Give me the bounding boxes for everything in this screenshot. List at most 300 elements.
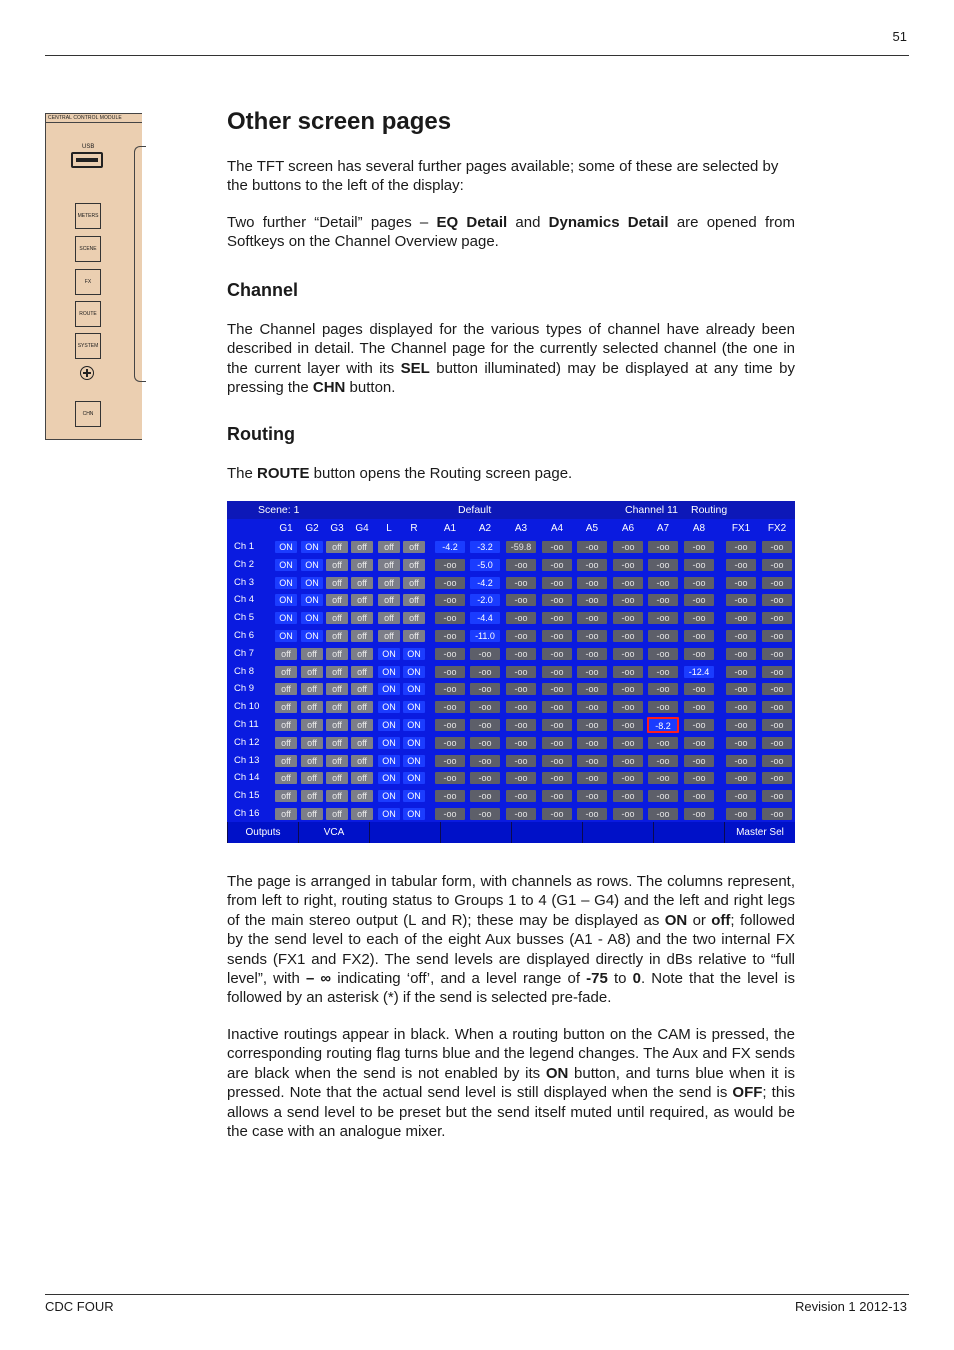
- routing-flag[interactable]: ON: [378, 790, 400, 802]
- send-level[interactable]: -oo: [470, 666, 500, 678]
- send-level[interactable]: -oo: [726, 808, 756, 820]
- routing-flag[interactable]: off: [301, 755, 323, 767]
- meters-button[interactable]: METERS: [75, 203, 101, 229]
- routing-flag[interactable]: off: [351, 559, 373, 571]
- routing-flag[interactable]: ON: [275, 630, 297, 642]
- routing-flag[interactable]: off: [301, 666, 323, 678]
- send-level[interactable]: -oo: [577, 630, 607, 642]
- send-level[interactable]: -oo: [684, 737, 714, 749]
- send-level[interactable]: -oo: [435, 772, 465, 784]
- send-level[interactable]: -oo: [648, 541, 678, 553]
- send-level[interactable]: -oo: [684, 683, 714, 695]
- routing-flag[interactable]: off: [351, 577, 373, 589]
- routing-flag[interactable]: off: [301, 683, 323, 695]
- routing-flag[interactable]: ON: [403, 772, 425, 784]
- send-level[interactable]: -oo: [577, 559, 607, 571]
- routing-flag[interactable]: ON: [378, 683, 400, 695]
- send-level[interactable]: -oo: [577, 755, 607, 767]
- send-level[interactable]: -oo: [684, 772, 714, 784]
- send-level[interactable]: -oo: [470, 719, 500, 731]
- inactive-routing-paragraph: Inactive routings appear in black. When a routing button on the CAM is pressed, the corresponding routing flag turns blue and the legend changes. The Aux and FX sends are black when the send is not enabled by its ON button, and turns blue when it is pressed. Note that the actual send level is still displayed when the send is OFF; this allows a send level to be preset but the send itself muted until required, as would be the case with an analogue mixer.: [227, 1026, 796, 1141]
- routing-flag[interactable]: ON: [378, 772, 400, 784]
- row-label: Ch 14: [234, 772, 260, 784]
- routing-flag[interactable]: off: [326, 559, 348, 571]
- row-label: Ch 16: [234, 808, 260, 819]
- send-level[interactable]: -oo: [648, 666, 678, 678]
- row-label: Ch 3: [234, 576, 255, 588]
- route-paragraph: The ROUTE button opens the Routing screen page.: [227, 465, 573, 482]
- send-level[interactable]: -oo: [435, 808, 465, 820]
- send-level[interactable]: -oo: [506, 630, 536, 642]
- routing-flag[interactable]: ON: [378, 755, 400, 767]
- send-level[interactable]: -oo: [470, 648, 500, 660]
- send-level[interactable]: -oo: [577, 701, 607, 713]
- channel-paragraph: The Channel pages displayed for the various types of channel have already been described in detail. The Channel page for the currently selected channel (the one in the current layer with its SEL button illuminated) may be displayed at any time by pressing the CHN button.: [227, 321, 795, 397]
- send-level[interactable]: -59.8: [506, 541, 536, 553]
- send-level[interactable]: -oo: [648, 772, 678, 784]
- send-level[interactable]: -oo: [648, 648, 678, 660]
- send-level[interactable]: -oo: [577, 648, 607, 660]
- page-title: Other screen pages: [227, 108, 452, 135]
- routing-flag[interactable]: off: [378, 559, 400, 571]
- send-level[interactable]: -oo: [726, 737, 756, 749]
- routing-flag[interactable]: off: [403, 559, 425, 571]
- send-level[interactable]: -oo: [613, 808, 643, 820]
- softkey[interactable]: [369, 822, 440, 843]
- send-level[interactable]: -oo: [762, 755, 792, 767]
- send-level[interactable]: -oo: [762, 612, 792, 624]
- routing-flag[interactable]: ON: [378, 719, 400, 731]
- send-level[interactable]: -oo: [542, 594, 572, 606]
- routing-flag[interactable]: off: [275, 755, 297, 767]
- send-level[interactable]: -oo: [613, 541, 643, 553]
- send-level[interactable]: -oo: [726, 666, 756, 678]
- send-level[interactable]: -5.0: [470, 559, 500, 571]
- send-level[interactable]: -12.4: [684, 666, 714, 678]
- send-level[interactable]: -oo: [577, 577, 607, 589]
- send-level[interactable]: -oo: [542, 577, 572, 589]
- send-level[interactable]: -oo: [435, 577, 465, 589]
- routing-flag[interactable]: ON: [275, 594, 297, 606]
- route-button[interactable]: ROUTE: [75, 301, 101, 327]
- routing-flag[interactable]: off: [326, 630, 348, 642]
- routing-flag[interactable]: ON: [301, 594, 323, 606]
- send-level[interactable]: -oo: [577, 594, 607, 606]
- routing-flag[interactable]: off: [326, 701, 348, 713]
- page-number: 51: [892, 29, 907, 44]
- send-level[interactable]: -oo: [648, 790, 678, 802]
- routing-flag[interactable]: ON: [403, 648, 425, 660]
- send-level[interactable]: -oo: [613, 648, 643, 660]
- send-level[interactable]: -oo: [577, 772, 607, 784]
- routing-flag[interactable]: off: [326, 719, 348, 731]
- routing-flag[interactable]: off: [326, 737, 348, 749]
- send-level[interactable]: -oo: [726, 790, 756, 802]
- send-level[interactable]: -oo: [577, 737, 607, 749]
- routing-flag[interactable]: off: [351, 755, 373, 767]
- send-level[interactable]: -oo: [542, 559, 572, 571]
- send-level[interactable]: -oo: [542, 648, 572, 660]
- send-level[interactable]: -oo: [726, 772, 756, 784]
- send-level[interactable]: -oo: [542, 719, 572, 731]
- routing-flag[interactable]: off: [301, 772, 323, 784]
- column-header: L: [386, 523, 392, 534]
- send-level[interactable]: -oo: [684, 648, 714, 660]
- send-level[interactable]: -oo: [542, 612, 572, 624]
- send-level[interactable]: -oo: [613, 612, 643, 624]
- send-level[interactable]: -2.0: [470, 594, 500, 606]
- send-level[interactable]: -oo: [648, 594, 678, 606]
- send-level[interactable]: -oo: [435, 648, 465, 660]
- send-level[interactable]: -oo: [435, 683, 465, 695]
- routing-flag[interactable]: off: [403, 577, 425, 589]
- send-level[interactable]: -oo: [762, 594, 792, 606]
- routing-flag[interactable]: off: [301, 648, 323, 660]
- column-header: R: [410, 523, 418, 534]
- routing-flag[interactable]: ON: [403, 790, 425, 802]
- routing-flag[interactable]: off: [301, 737, 323, 749]
- send-level[interactable]: -oo: [506, 648, 536, 660]
- send-level[interactable]: -oo: [684, 808, 714, 820]
- send-level[interactable]: -oo: [577, 683, 607, 695]
- routing-flag[interactable]: off: [378, 630, 400, 642]
- row-label: Ch 4: [234, 594, 255, 606]
- column-header: A7: [656, 523, 670, 534]
- row-label: Ch 12: [234, 736, 260, 748]
- row-label: Ch 15: [234, 790, 260, 802]
- send-level[interactable]: -oo: [435, 790, 465, 802]
- send-level[interactable]: -oo: [726, 648, 756, 660]
- footer-revision: Revision 1 2012-13: [794, 1299, 907, 1314]
- routing-flag[interactable]: off: [378, 541, 400, 553]
- routing-flag[interactable]: off: [378, 612, 400, 624]
- send-level[interactable]: -oo: [613, 701, 643, 713]
- send-level[interactable]: -oo: [577, 808, 607, 820]
- send-level[interactable]: -oo: [542, 630, 572, 642]
- routing-flag[interactable]: off: [301, 808, 323, 820]
- routing-flag[interactable]: off: [351, 612, 373, 624]
- row-label: Ch 2: [234, 558, 255, 570]
- send-level[interactable]: -oo: [762, 630, 792, 642]
- send-level[interactable]: -oo: [762, 790, 792, 802]
- send-level[interactable]: -oo: [435, 594, 465, 606]
- row-label: Ch 1: [234, 541, 255, 552]
- send-level[interactable]: -oo: [648, 683, 678, 695]
- send-level[interactable]: -oo: [684, 594, 714, 606]
- routing-flag[interactable]: ON: [275, 577, 297, 589]
- routing-flag[interactable]: off: [326, 683, 348, 695]
- send-level[interactable]: -oo: [542, 737, 572, 749]
- send-level[interactable]: -oo: [648, 755, 678, 767]
- send-level[interactable]: -oo: [613, 666, 643, 678]
- send-level[interactable]: -4.2: [470, 577, 500, 589]
- send-level[interactable]: -4.4: [470, 612, 500, 624]
- send-level[interactable]: -oo: [577, 790, 607, 802]
- send-level[interactable]: -oo: [435, 630, 465, 642]
- routing-flag[interactable]: off: [326, 594, 348, 606]
- routing-flag[interactable]: off: [403, 541, 425, 553]
- softkey[interactable]: VCA: [298, 822, 369, 843]
- send-level[interactable]: -4.2: [435, 541, 465, 553]
- send-level[interactable]: -oo: [613, 577, 643, 589]
- softkey[interactable]: Outputs: [227, 822, 298, 843]
- send-level[interactable]: -oo: [435, 737, 465, 749]
- routing-flag[interactable]: off: [326, 755, 348, 767]
- send-level[interactable]: -oo: [506, 594, 536, 606]
- send-level[interactable]: -oo: [435, 612, 465, 624]
- routing-flag[interactable]: ON: [403, 737, 425, 749]
- row-label: Ch 10: [234, 701, 260, 713]
- send-level[interactable]: -oo: [613, 719, 643, 731]
- send-level[interactable]: -oo: [470, 790, 500, 802]
- send-level[interactable]: -oo: [726, 701, 756, 713]
- send-level[interactable]: -oo: [542, 541, 572, 553]
- routing-flag[interactable]: ON: [378, 808, 400, 820]
- send-level[interactable]: -oo: [684, 701, 714, 713]
- routing-flag[interactable]: off: [351, 772, 373, 784]
- routing-flag[interactable]: off: [326, 541, 348, 553]
- routing-flag[interactable]: off: [351, 648, 373, 660]
- send-level[interactable]: -oo: [613, 630, 643, 642]
- routing-flag[interactable]: off: [275, 683, 297, 695]
- routing-flag[interactable]: off: [403, 612, 425, 624]
- send-level[interactable]: -oo: [506, 737, 536, 749]
- send-level[interactable]: -oo: [648, 630, 678, 642]
- send-level[interactable]: -oo: [762, 559, 792, 571]
- send-level[interactable]: -3.2: [470, 541, 500, 553]
- send-level[interactable]: -oo: [435, 719, 465, 731]
- send-level[interactable]: -oo: [506, 666, 536, 678]
- send-level[interactable]: -11.0: [470, 630, 500, 642]
- routing-flag[interactable]: off: [275, 701, 297, 713]
- routing-flag[interactable]: ON: [301, 577, 323, 589]
- routing-flag[interactable]: ON: [378, 648, 400, 660]
- routing-flag[interactable]: off: [275, 790, 297, 802]
- routing-flag[interactable]: off: [351, 808, 373, 820]
- send-level[interactable]: -oo: [613, 755, 643, 767]
- row-label: Ch 6: [234, 630, 255, 641]
- routing-flag[interactable]: off: [378, 577, 400, 589]
- routing-flag[interactable]: off: [326, 612, 348, 624]
- send-level[interactable]: -oo: [648, 737, 678, 749]
- send-level[interactable]: -oo: [726, 577, 756, 589]
- send-level[interactable]: -oo: [648, 808, 678, 820]
- send-level[interactable]: -oo: [684, 541, 714, 553]
- send-level[interactable]: -oo: [470, 755, 500, 767]
- send-level[interactable]: -oo: [542, 755, 572, 767]
- routing-flag[interactable]: off: [275, 808, 297, 820]
- send-level[interactable]: -oo: [684, 755, 714, 767]
- routing-flag[interactable]: off: [301, 790, 323, 802]
- send-level[interactable]: -oo: [542, 683, 572, 695]
- routing-flag[interactable]: off: [326, 577, 348, 589]
- routing-flag[interactable]: ON: [403, 755, 425, 767]
- routing-flag[interactable]: off: [351, 719, 373, 731]
- routing-flag[interactable]: ON: [301, 559, 323, 571]
- routing-flag[interactable]: off: [326, 808, 348, 820]
- routing-flag[interactable]: off: [275, 666, 297, 678]
- send-level[interactable]: -oo: [762, 683, 792, 695]
- routing-flag[interactable]: ON: [301, 612, 323, 624]
- send-level[interactable]: -oo: [506, 683, 536, 695]
- routing-flag[interactable]: ON: [403, 666, 425, 678]
- send-level[interactable]: -oo: [470, 737, 500, 749]
- routing-flag[interactable]: ON: [275, 612, 297, 624]
- send-level[interactable]: -oo: [613, 683, 643, 695]
- send-level[interactable]: -oo: [762, 808, 792, 820]
- send-level[interactable]: -oo: [506, 755, 536, 767]
- send-level[interactable]: -oo: [613, 737, 643, 749]
- send-level[interactable]: -oo: [613, 772, 643, 784]
- routing-flag[interactable]: ON: [403, 683, 425, 695]
- routing-flag[interactable]: ON: [275, 559, 297, 571]
- send-level[interactable]: -oo: [648, 701, 678, 713]
- send-level[interactable]: -oo: [577, 541, 607, 553]
- footer-product: CDC FOUR: [45, 1299, 114, 1314]
- send-level[interactable]: -oo: [648, 612, 678, 624]
- scene-name: Default: [458, 504, 492, 516]
- column-header: A2: [478, 523, 492, 534]
- scene-button[interactable]: SCENE: [75, 236, 101, 262]
- routing-flag[interactable]: off: [351, 666, 373, 678]
- send-level[interactable]: -oo: [684, 612, 714, 624]
- fx-button[interactable]: FX: [75, 269, 101, 295]
- send-level[interactable]: -oo: [726, 541, 756, 553]
- routing-flag[interactable]: off: [326, 648, 348, 660]
- routing-flag[interactable]: off: [301, 701, 323, 713]
- routing-flag[interactable]: off: [351, 630, 373, 642]
- send-level[interactable]: -oo: [762, 701, 792, 713]
- encoder-plus-icon[interactable]: [80, 366, 94, 380]
- routing-flag[interactable]: off: [275, 648, 297, 660]
- detail-paragraph: Two further “Detail” pages – EQ Detail and Dynamics Detail are opened from Softkeys on the Channel Overview page.: [227, 214, 795, 251]
- footer-rule: [45, 1294, 909, 1295]
- column-header: G4: [355, 523, 369, 534]
- send-level[interactable]: -oo: [762, 772, 792, 784]
- send-level[interactable]: -oo: [470, 808, 500, 820]
- routing-flag[interactable]: off: [378, 594, 400, 606]
- routing-flag[interactable]: ON: [378, 701, 400, 713]
- send-level[interactable]: -oo: [762, 541, 792, 553]
- column-header: G2: [305, 523, 319, 534]
- softkey[interactable]: [582, 822, 653, 843]
- send-level[interactable]: -oo: [470, 772, 500, 784]
- softkey[interactable]: [653, 822, 724, 843]
- softkey[interactable]: [440, 822, 511, 843]
- routing-flag[interactable]: ON: [378, 737, 400, 749]
- send-level[interactable]: -oo: [762, 737, 792, 749]
- routing-flag[interactable]: off: [275, 737, 297, 749]
- usb-label: USB: [82, 144, 95, 150]
- send-level[interactable]: -oo: [684, 719, 714, 731]
- send-level[interactable]: -oo: [542, 808, 572, 820]
- routing-flag[interactable]: off: [326, 772, 348, 784]
- send-level[interactable]: -oo: [470, 683, 500, 695]
- send-level[interactable]: -oo: [577, 719, 607, 731]
- routing-flag[interactable]: ON: [301, 541, 323, 553]
- send-level[interactable]: -oo: [762, 577, 792, 589]
- send-level[interactable]: -oo: [506, 577, 536, 589]
- send-level[interactable]: -oo: [684, 630, 714, 642]
- routing-flag[interactable]: ON: [403, 701, 425, 713]
- routing-flag[interactable]: ON: [403, 808, 425, 820]
- send-level[interactable]: -oo: [726, 755, 756, 767]
- routing-flag[interactable]: off: [351, 594, 373, 606]
- softkey[interactable]: Master Sel: [724, 822, 795, 843]
- softkey[interactable]: [511, 822, 582, 843]
- send-level[interactable]: -oo: [542, 790, 572, 802]
- send-level[interactable]: -oo: [684, 559, 714, 571]
- header-rule: [45, 55, 909, 56]
- routing-flag[interactable]: off: [351, 737, 373, 749]
- routing-flag[interactable]: ON: [403, 719, 425, 731]
- chn-button[interactable]: CHN: [75, 401, 101, 427]
- send-level[interactable]: -oo: [648, 559, 678, 571]
- routing-flag[interactable]: off: [403, 594, 425, 606]
- send-level[interactable]: -oo: [762, 648, 792, 660]
- send-level[interactable]: -oo: [435, 559, 465, 571]
- send-level[interactable]: -oo: [577, 612, 607, 624]
- send-level[interactable]: -oo: [726, 683, 756, 695]
- send-level[interactable]: -oo: [506, 612, 536, 624]
- send-level[interactable]: -8.2: [647, 717, 679, 733]
- routing-flag[interactable]: off: [351, 541, 373, 553]
- send-level[interactable]: -oo: [470, 701, 500, 713]
- send-level[interactable]: -oo: [506, 559, 536, 571]
- routing-flag[interactable]: off: [275, 772, 297, 784]
- send-level[interactable]: -oo: [435, 755, 465, 767]
- send-level[interactable]: -oo: [435, 666, 465, 678]
- send-level[interactable]: -oo: [613, 594, 643, 606]
- send-level[interactable]: -oo: [726, 612, 756, 624]
- send-level[interactable]: -oo: [726, 719, 756, 731]
- send-level[interactable]: -oo: [648, 577, 678, 589]
- send-level[interactable]: -oo: [726, 630, 756, 642]
- send-level[interactable]: -oo: [613, 790, 643, 802]
- send-level[interactable]: -oo: [577, 666, 607, 678]
- send-level[interactable]: -oo: [506, 772, 536, 784]
- routing-flag[interactable]: off: [326, 666, 348, 678]
- send-level[interactable]: -oo: [506, 808, 536, 820]
- send-level[interactable]: -oo: [506, 719, 536, 731]
- routing-flag[interactable]: off: [351, 683, 373, 695]
- send-level[interactable]: -oo: [726, 559, 756, 571]
- send-level[interactable]: -oo: [435, 701, 465, 713]
- send-level[interactable]: -oo: [542, 666, 572, 678]
- routing-flag[interactable]: off: [326, 790, 348, 802]
- routing-flag[interactable]: ON: [275, 541, 297, 553]
- system-button[interactable]: SYSTEM: [75, 333, 101, 359]
- routing-flag[interactable]: off: [301, 719, 323, 731]
- send-level[interactable]: -oo: [613, 559, 643, 571]
- send-level[interactable]: -oo: [684, 577, 714, 589]
- routing-flag[interactable]: off: [275, 719, 297, 731]
- send-level[interactable]: -oo: [762, 719, 792, 731]
- send-level[interactable]: -oo: [542, 701, 572, 713]
- column-header: G1: [279, 523, 293, 534]
- routing-flag[interactable]: off: [403, 630, 425, 642]
- send-level[interactable]: -oo: [762, 666, 792, 678]
- routing-flag[interactable]: off: [351, 701, 373, 713]
- routing-flag[interactable]: ON: [301, 630, 323, 642]
- routing-flag[interactable]: ON: [378, 666, 400, 678]
- send-level[interactable]: -oo: [506, 790, 536, 802]
- send-level[interactable]: -oo: [726, 594, 756, 606]
- routing-flag[interactable]: off: [351, 790, 373, 802]
- send-level[interactable]: -oo: [506, 701, 536, 713]
- send-level[interactable]: -oo: [542, 772, 572, 784]
- send-level[interactable]: -oo: [684, 790, 714, 802]
